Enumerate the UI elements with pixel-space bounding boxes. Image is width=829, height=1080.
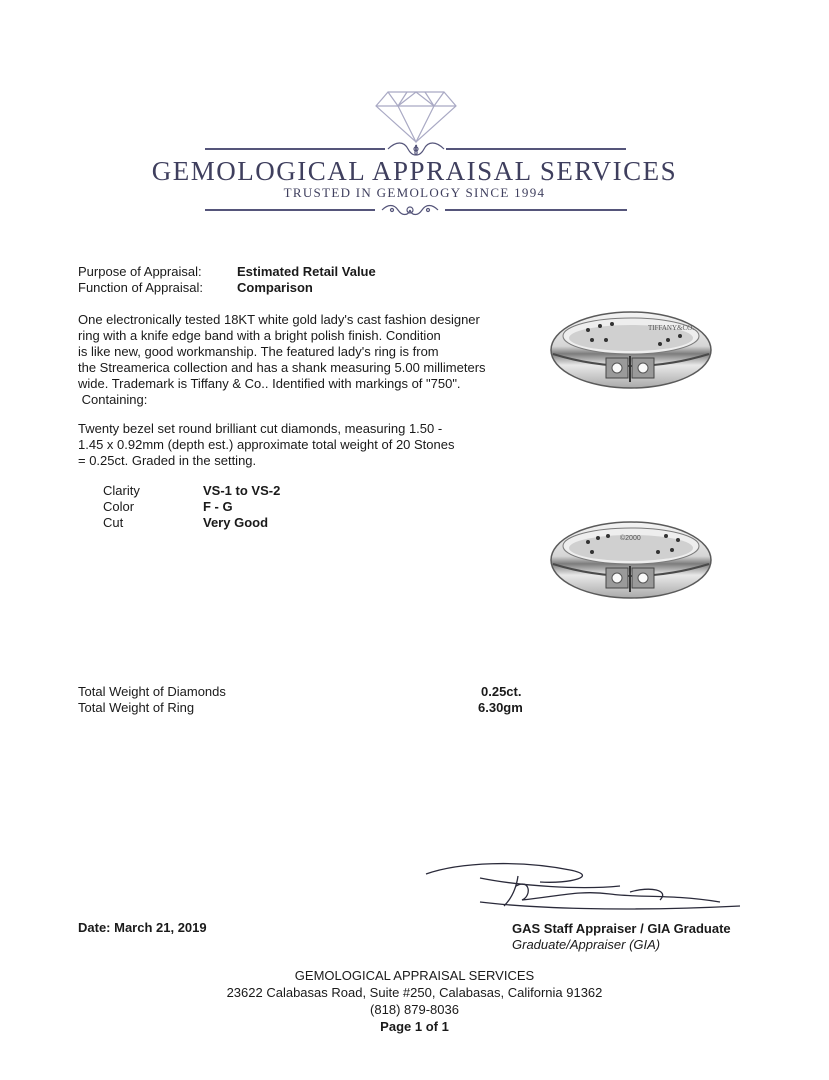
diamond-logo-icon [374,84,458,144]
item-description [78,312,518,408]
description-line: wide. Trademark is Tiffany & Co.. Identified with markings of "750". [78,376,461,391]
purpose-label: Purpose of Appraisal: [78,264,202,279]
description-line: is like new, good workmanship. The featured lady's ring is from [78,344,439,359]
color-label: Color [103,499,135,514]
appraiser-subtitle: Graduate/Appraiser (GIA) [512,937,661,952]
purpose-value: Estimated Retail Value [237,264,376,279]
cut-value: Very Good [203,515,269,530]
function-label: Function of Appraisal: [78,280,204,295]
function-value: Comparison [237,280,313,295]
appraiser-signature [420,856,750,926]
header-rule-top-left [205,148,385,150]
total-diamonds-value: 0.25ct. [481,684,522,699]
header-rule-top-right [446,148,626,150]
clarity-value: VS-1 to VS-2 [203,483,281,498]
company-name: GEMOLOGICAL APPRAISAL SERVICES [151,156,678,186]
appraiser-title: GAS Staff Appraiser / GIA Graduate [512,921,731,936]
cut-label: Cut [103,515,124,530]
header-rule-bottom-right [445,209,627,211]
diamond-line: = 0.25ct. Graded in the setting. [78,453,257,468]
flourish-bottom-icon [380,201,440,219]
total-diamonds-label: Total Weight of Diamonds [78,684,226,699]
ring-photo-top [548,306,714,394]
description-line: Containing: [78,392,148,407]
footer-phone: (818) 879-8036 [370,1002,459,1017]
page-number: Page 1 of 1 [380,1019,449,1034]
footer-address: 23622 Calabasas Road, Suite #250, Calabasas, California 91362 [226,985,603,1000]
diamond-line: Twenty bezel set round brilliant cut diamonds, measuring 1.50 - [78,421,443,436]
description-line: ring with a knife edge band with a bright polish finish. Condition [78,328,441,343]
color-value: F - G [203,499,233,514]
ring-photo-bottom [548,516,714,604]
clarity-label: Clarity [103,483,140,498]
diamond-description [78,421,518,469]
total-ring-value: 6.30gm [478,700,523,715]
ring-engraving-bottom: ©2000 [620,535,641,542]
appraisal-date: Date: March 21, 2019 [78,920,207,935]
total-ring-label: Total Weight of Ring [78,700,195,715]
header-rule-bottom-left [205,209,375,211]
footer-company: GEMOLOGICAL APPRAISAL SERVICES [294,968,535,983]
ring-engraving-top: TIFFANY&CO. [648,324,694,332]
description-line: One electronically tested 18KT white gold lady's cast fashion designer [78,312,480,327]
company-tagline: TRUSTED IN GEMOLOGY SINCE 1994 [283,185,546,200]
diamond-line: 1.45 x 0.92mm (depth est.) approximate total weight of 20 Stones [78,437,455,452]
description-line: the Streamerica collection and has a shank measuring 5.00 millimeters [78,360,486,375]
